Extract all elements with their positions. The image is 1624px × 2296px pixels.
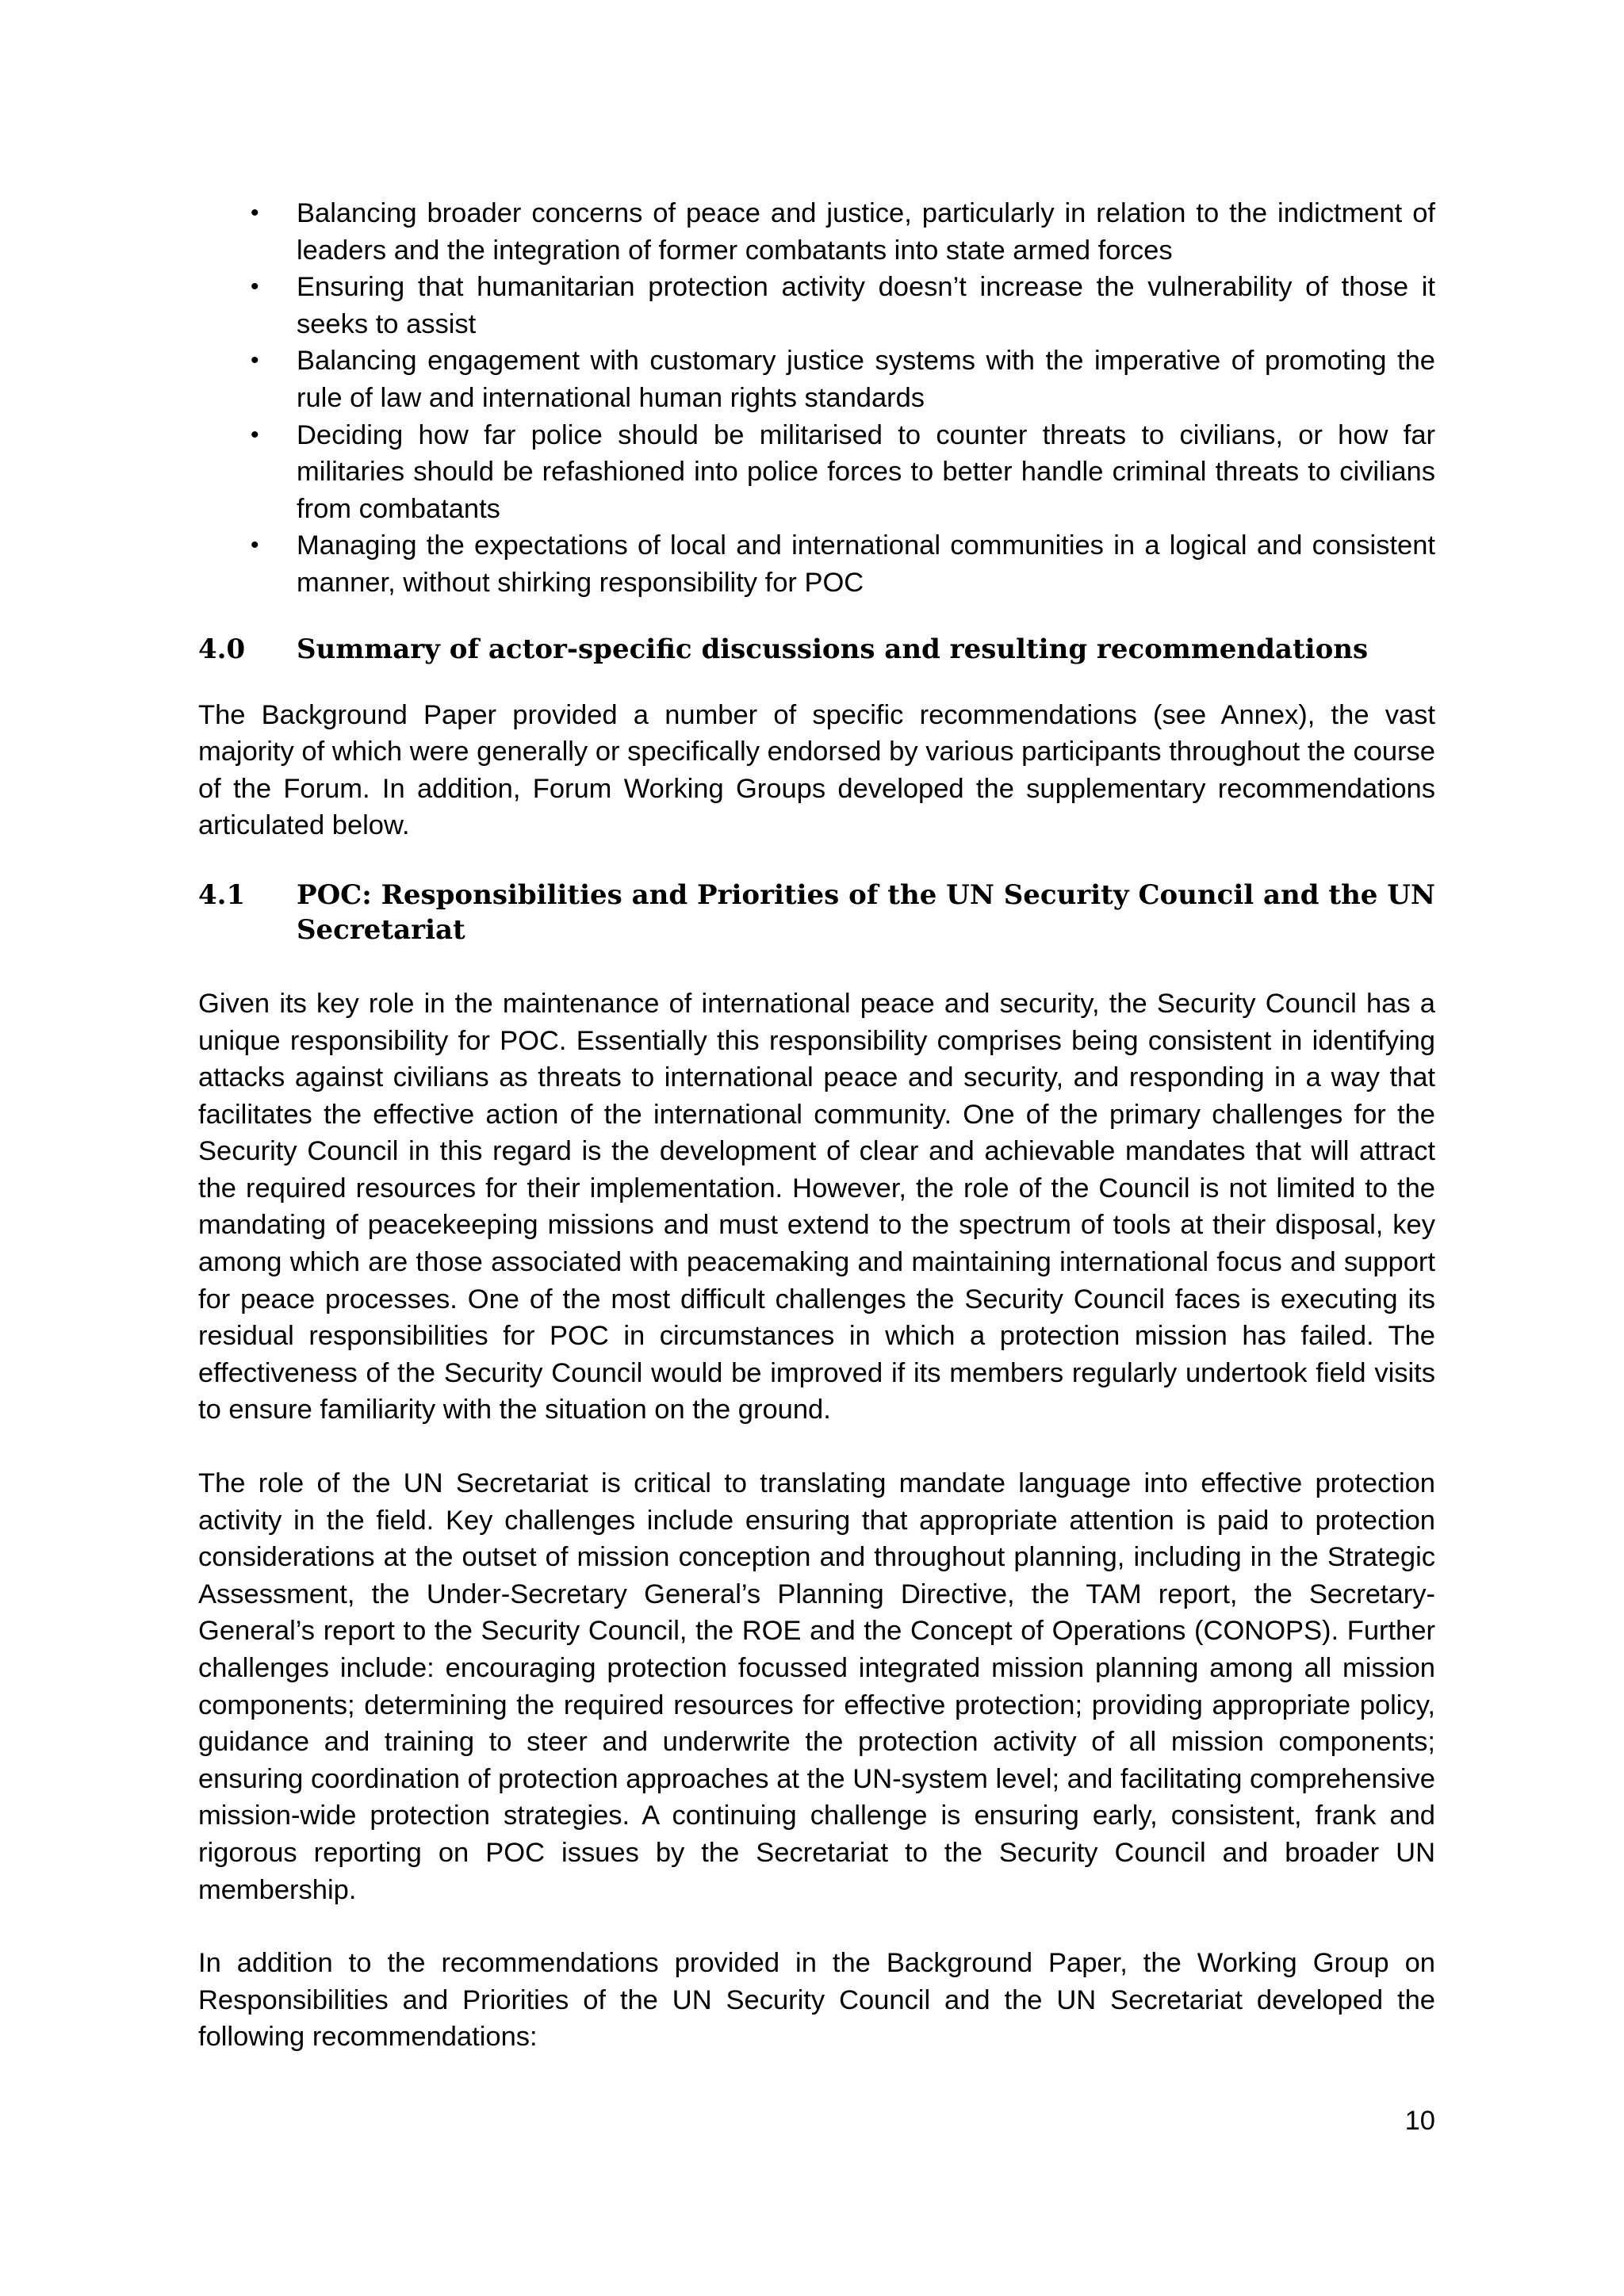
bullet-icon: • [251,421,259,448]
section-title: POC: Responsibilities and Priorities of the UN Security Council and the UN Secretariat [297,878,1436,946]
secretariat-paragraph: The role of the UN Secretariat is critical to translating mandate language into effective protection activity in the field. Key challenges include ensuring that appropriate attention is paid to protection considerations at the outset of mission conception and throughout planning, including in the Strategic Assessment, the Under-Secretary General’s Planning Directive, the TAM report, the Secretary-General’s report to the Security Council, the ROE and the Concept of Operations (CONOPS). Further challenges include: encouraging protection focussed integrated mission planning among all mission components; determining the required resources for effective protection; providing appropriate policy, guidance and training to steer and underwrite the protection activity of all mission components; ensuring coordination of protection approaches at the UN-system level; and facilitating comprehensive mission-wide protection strategies. A continuing challenge is ensuring early, consistent, frank and rigorous reporting on POC issues by the Secretariat to the Security Council and broader UN membership. [198,1468,1435,1905]
page-number: 10 [1404,2106,1435,2136]
section-heading-4-1 [198,878,1435,947]
bullet-item [198,195,1435,269]
bullet-text: Balancing broader concerns of peace and justice, particularly in relation to the indictment of leaders and the integration of former combatants into state armed forces [297,198,1435,266]
section-number: 4.1 [198,878,246,911]
section-heading-4-0 [198,632,1435,667]
bullet-icon: • [251,532,259,559]
bullet-item [198,417,1435,528]
bullet-item [198,269,1435,342]
document-page [198,195,1435,2056]
bullet-icon: • [251,274,259,300]
bullet-item [198,527,1435,601]
challenges-bullet-list [198,195,1435,602]
section-number: 4.0 [198,633,246,665]
bullet-icon: • [251,200,259,226]
security-council-paragraph: Given its key role in the maintenance of international peace and security, the Security Council has a unique responsibility for POC. Essentially this responsibility comprises being consistent in identifying attacks against civilians as threats to international peace and security, and responding in a way that facilitates the effective action of the international community. One of the primary challenges for the Security Council in this regard is the development of clear and achievable mandates that will attract the required resources for their implementation. However, the role of the Council is not limited to the mandating of peacekeeping missions and must extend to the spectrum of tools at their disposal, key among which are those associated with peacemaking and maintaining international focus and support for peace processes. One of the most difficult challenges the Security Council faces is executing its residual responsibilities for POC in circumstances in which a protection mission has failed. The effectiveness of the Security Council would be improved if its members regularly undertook field visits to ensure familiarity with the situation on the ground. [198,988,1435,1425]
bullet-text: Deciding how far police should be militarised to counter threats to civilians, or how far militaries should be refashioned into police forces to better handle criminal threats to civilians from combatants [297,419,1435,524]
bullet-text: Ensuring that humanitarian protection activity doesn’t increase the vulnerability of those it seeks to assist [297,272,1435,339]
section-4-0-paragraph: The Background Paper provided a number of specific recommendations (see Annex), the vast majority of which were generally or specifically endorsed by various participants throughout the course of the Forum. In addition, Forum Working Groups developed the supplementary recommendations articulated below. [198,699,1435,841]
bullet-text: Balancing engagement with customary justice systems with the imperative of promoting the rule of law and international human rights standards [297,346,1435,413]
recommendations-intro-paragraph: In addition to the recommendations provided in the Background Paper, the Working Group on Responsibilities and Priorities of the UN Security Council and the UN Secretariat developed the following recommendations: [198,1948,1435,2053]
section-title: Summary of actor-specific discussions and resulting recommendations [297,633,1369,665]
bullet-icon: • [251,347,259,374]
bullet-text: Managing the expectations of local and international communities in a logical and consistent manner, without shirking responsibility for POC [297,530,1435,598]
bullet-item [198,342,1435,416]
